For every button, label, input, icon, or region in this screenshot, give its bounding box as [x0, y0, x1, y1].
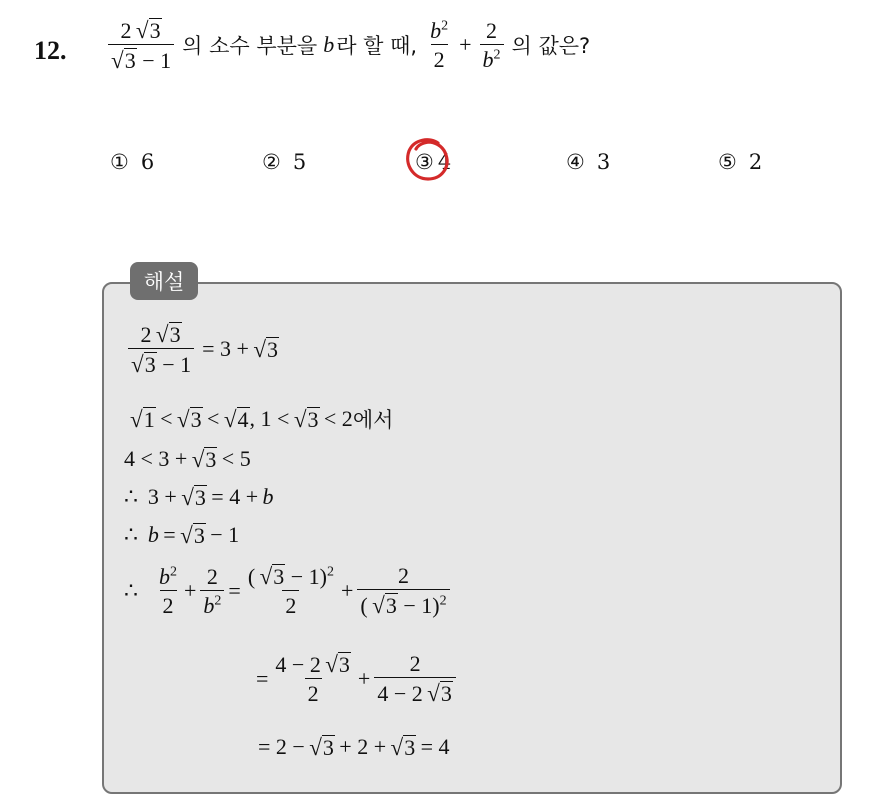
- fraction-2-over-b2: $\frac{2}{b^2}$: [480, 19, 504, 71]
- choice-5-mark: ⑤: [718, 150, 737, 174]
- solution-line-2: √ 1 < √ 3 < √ 4 , 1 < √ 3 < 2 에서: [130, 405, 394, 432]
- choice-1-value: 6: [140, 150, 155, 174]
- choice-2[interactable]: [262, 150, 306, 174]
- choice-3-mark: ③: [415, 150, 434, 174]
- choice-4-mark: ④: [566, 150, 585, 174]
- solution-line-1: 2 √ 3 √ 3 − 1 = 3 + √ 3: [124, 322, 279, 376]
- solution-line-7: = 4 − 2 √ 3 2 + 2 4 − 2 √ 3: [256, 652, 460, 705]
- choice-2-mark: ②: [262, 150, 281, 174]
- question-stem: 2 √ 3 √ 3 − 1 의 소수 부분을 b 라 할 때, $\frac{b^2}{2}$ + $\frac{2}{b^2}$ 의 값은?: [104, 18, 590, 72]
- question-number: 12.: [34, 36, 67, 65]
- question-text-1: 의 소수 부분을: [182, 34, 318, 59]
- solution-line-3: 4 < 3 + √ 3 < 5: [124, 445, 251, 472]
- fraction-expression: 2 √ 3 √ 3 − 1: [108, 18, 174, 72]
- choice-5[interactable]: [718, 150, 762, 174]
- solution-label: 해설: [143, 270, 185, 294]
- question-text-3: 의 값은?: [511, 34, 591, 59]
- solution-label-tab: [130, 262, 198, 300]
- fraction-b2-over-2: $\frac{b^2}{2}$: [430, 18, 449, 73]
- solution-line-4: ∴ 3 + √ 3 = 4 + b: [124, 483, 274, 510]
- question-text-2: 라 할 때,: [336, 34, 418, 59]
- variable-b: b: [323, 32, 335, 58]
- answer-circle-mark: [400, 133, 460, 189]
- choice-5-value: 2: [748, 150, 763, 174]
- solution-line-6: ∴ $\frac{b^2}{2}$ + $\frac{2}{b^2}$ = ( √ 3 − 1)$^2$ 2 + 2 ( √ 3 − 1)$^2$: [124, 564, 454, 617]
- choice-3-value: 4: [437, 150, 452, 174]
- choice-2-value: 5: [292, 150, 307, 174]
- choice-1[interactable]: [110, 150, 154, 174]
- choice-4-value: 3: [596, 150, 611, 174]
- choice-1-mark: ①: [110, 150, 129, 174]
- choice-4[interactable]: [566, 150, 610, 174]
- solution-line-8: = 2 − √ 3 + 2 + √ 3 = 4: [258, 733, 450, 760]
- solution-line-2-suffix: 에서: [352, 408, 394, 432]
- solution-line-5: ∴ b = √ 3 − 1: [124, 521, 240, 548]
